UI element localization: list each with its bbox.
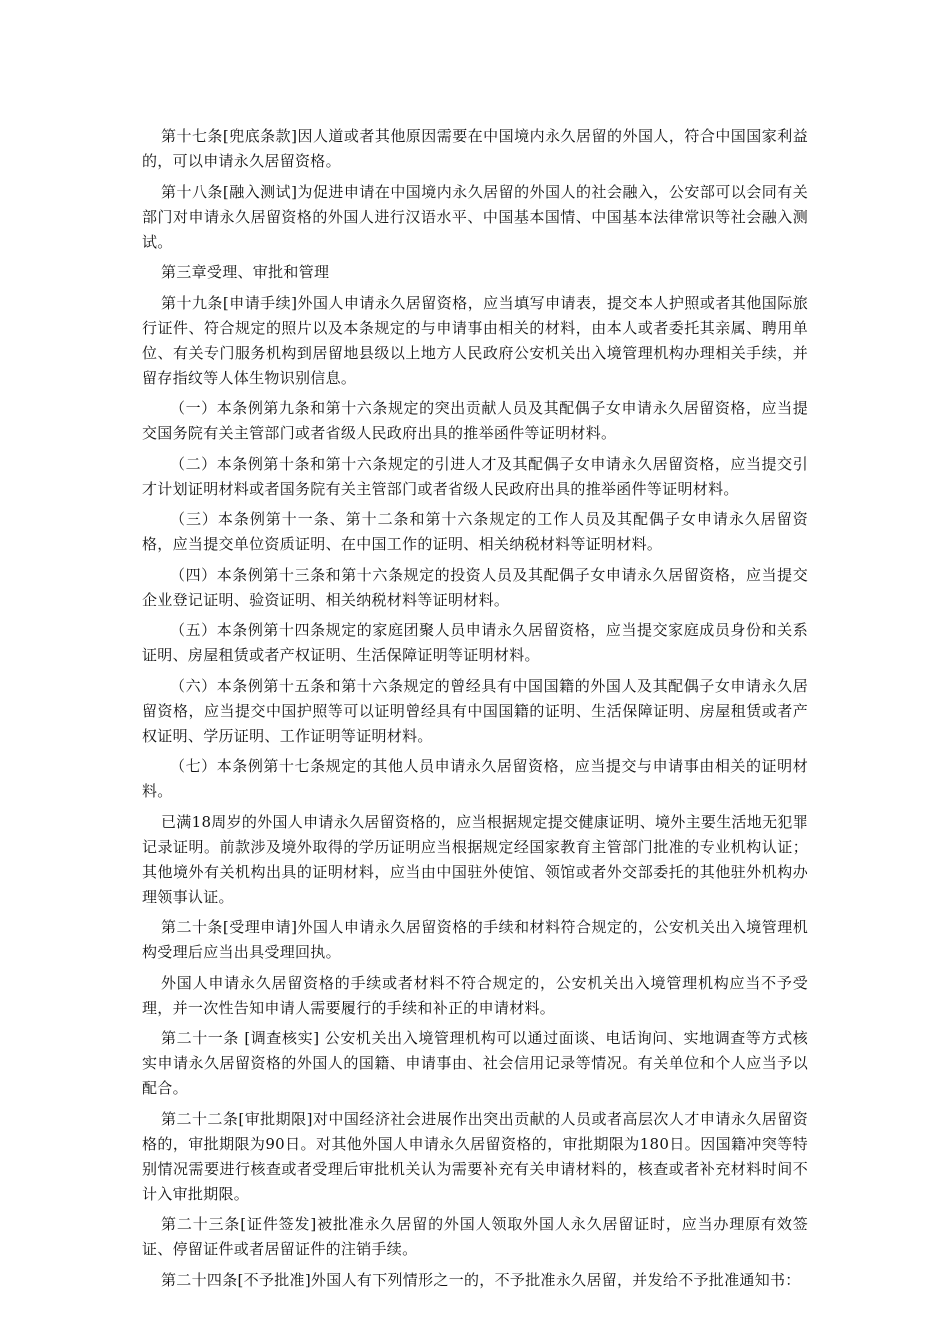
article-19-item-4: （四）本条例第十三条和第十六条规定的投资人员及其配偶子女申请永久居留资格，应当提交企业登记证明、验资证明、相关纳税材料等证明材料。 [142, 565, 808, 609]
article-24-paragraph: 第二十四条[不予批准]外国人有下列情形之一的，不予批准永久居留，并发给不予批准通知书： [161, 1270, 801, 1289]
article-19-item-3: （三）本条例第十一条、第十二条和第十六条规定的工作人员及其配偶子女申请永久居留资格，应当提交单位资质证明、在中国工作的证明、相关纳税材料等证明材料。 [142, 510, 808, 553]
article-19-supplement-paragraph: 已满18周岁的外国人申请永久居留资格的，应当根据规定提交健康证明、境外主要生活地无犯罪记录证明。前款涉及境外取得的学历证明应当根据规定经国家教育主管部门批准的专业机构认证；其他境外有关机构出具的证明材料，应当由中国驻外使馆、领馆或者外交部委托的其他驻外机构办理领事认证。 [142, 812, 808, 906]
article-19-item-2: （二）本条例第十条和第十六条规定的引进人才及其配偶子女申请永久居留资格，应当提交引才计划证明材料或者国务院有关主管部门或者省级人民政府出具的推举函件等证明材料。 [142, 454, 808, 498]
article-19-item-7: （七）本条例第十七条规定的其他人员申请永久居留资格，应当提交与申请事由相关的证明材料。 [142, 757, 808, 800]
article-20-paragraph: 第二十条[受理申请]外国人申请永久居留资格的手续和材料符合规定的，公安机关出入境管理机构受理后应当出具受理回执。 [142, 918, 808, 961]
document-page [142, 124, 808, 1298]
article-17-paragraph: 第十七条[兜底条款]因人道或者其他原因需要在中国境内永久居留的外国人，符合中国国家利益的，可以申请永久居留资格。 [142, 127, 808, 170]
article-23-paragraph: 第二十三条[证件签发]被批准永久居留的外国人领取外国人永久居留证时，应当办理原有效签证、停留证件或者居留证件的注销手续。 [142, 1215, 808, 1258]
article-21-paragraph: 第二十一条 [调查核实] 公安机关出入境管理机构可以通过面谈、电话询问、实地调查等方式核实申请永久居留资格的外国人的国籍、申请事由、社会信用记录等情况。有关单位和个人应当予以配合。 [142, 1029, 808, 1097]
article-18-paragraph: 第十八条[融入测试]为促进申请在中国境内永久居留的外国人的社会融入，公安部可以会同有关部门对申请永久居留资格的外国人进行汉语水平、中国基本国情、中国基本法律常识等社会融入测试。 [142, 182, 808, 251]
article-22-paragraph: 第二十二条[审批期限]对中国经济社会进展作出突出贡献的人员或者高层次人才申请永久居留资格的，审批期限为90日。对其他外国人申请永久居留资格的，审批期限为180日。因国籍冲突等特别情况需要进行核查或者受理后审批机关认为需要补充有关申请材料的，核查或者补充材料时间不计入审批期限。 [142, 1109, 808, 1203]
article-19-item-5: （五）本条例第十四条规定的家庭团聚人员申请永久居留资格，应当提交家庭成员身份和关系证明、房屋租赁或者产权证明、生活保障证明等证明材料。 [142, 621, 808, 664]
chapter-3-heading: 第三章受理、审批和管理 [161, 263, 330, 281]
article-19-item-1: （一）本条例第九条和第十六条规定的突出贡献人员及其配偶子女申请永久居留资格，应当提交国务院有关主管部门或者省级人民政府出具的推举函件等证明材料。 [142, 399, 808, 442]
article-20-second-paragraph: 外国人申请永久居留资格的手续或者材料不符合规定的，公安机关出入境管理机构应当不予受理，并一次性告知申请人需要履行的手续和补正的申请材料。 [142, 973, 808, 1017]
article-19-item-6: （六）本条例第十五条和第十六条规定的曾经具有中国国籍的外国人及其配偶子女申请永久居留资格，应当提交中国护照等可以证明曾经具有中国国籍的证明、生活保障证明、房屋租赁或者产权证明、学历证明、工作证明等证明材料。 [142, 676, 808, 745]
article-19-paragraph: 第十九条[申请手续]外国人申请永久居留资格，应当填写申请表，提交本人护照或者其他国际旅行证件、符合规定的照片以及本条规定的与申请事由相关的材料，由本人或者委托其亲属、聘用单位、有关专门服务机构到居留地县级以上地方人民政府公安机关出入境管理机构办理相关手续，并留存指纹等人体生物识别信息。 [142, 293, 808, 387]
